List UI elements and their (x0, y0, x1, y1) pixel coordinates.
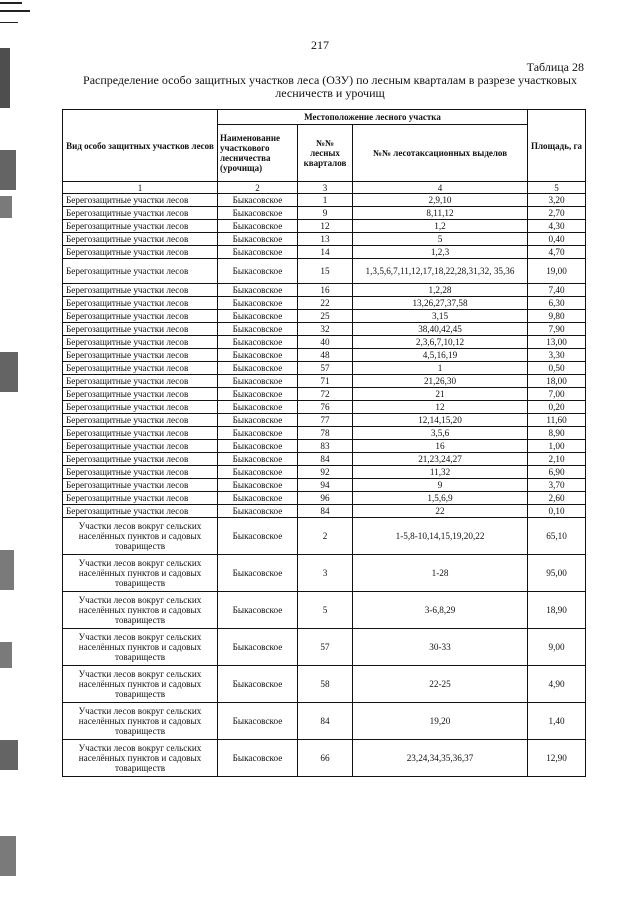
plots-cell: 12 (353, 401, 528, 414)
forestry-cell: Быкасовское (218, 388, 298, 401)
area-cell: 0,50 (528, 362, 586, 375)
table-row (63, 427, 586, 440)
table-row (63, 323, 586, 336)
table-row (63, 246, 586, 259)
column-number: 2 (218, 182, 298, 194)
quarter-cell: 25 (298, 310, 353, 323)
plots-cell: 11,32 (353, 466, 528, 479)
area-cell: 2,60 (528, 492, 586, 505)
forestry-cell: Быкасовское (218, 414, 298, 427)
plots-cell: 1,2 (353, 220, 528, 233)
forestry-cell: Быкасовское (218, 592, 298, 629)
area-cell: 7,90 (528, 323, 586, 336)
quarter-cell: 40 (298, 336, 353, 349)
column-number: 3 (298, 182, 353, 194)
forestry-cell: Быкасовское (218, 518, 298, 555)
plots-cell: 1-28 (353, 555, 528, 592)
kind-cell: Берегозащитные участки лесов (63, 466, 218, 479)
quarter-cell: 13 (298, 233, 353, 246)
quarter-cell: 32 (298, 323, 353, 336)
table-row (63, 466, 586, 479)
table-row (63, 453, 586, 466)
header-area: Площадь, га (528, 110, 586, 182)
plots-cell: 2,9,10 (353, 194, 528, 207)
ozu-distribution-table (62, 109, 586, 777)
quarter-cell: 15 (298, 259, 353, 284)
plots-cell: 13,26,27,37,58 (353, 297, 528, 310)
plots-cell: 1 (353, 362, 528, 375)
quarter-cell: 57 (298, 629, 353, 666)
kind-cell: Берегозащитные участки лесов (63, 336, 218, 349)
quarter-cell: 14 (298, 246, 353, 259)
area-cell: 4,90 (528, 666, 586, 703)
kind-cell: Участки лесов вокруг сельских населённых пунктов и садовых товариществ (63, 740, 218, 777)
column-number: 1 (63, 182, 218, 194)
scan-mark (0, 2, 22, 4)
kind-cell: Берегозащитные участки лесов (63, 375, 218, 388)
kind-cell: Берегозащитные участки лесов (63, 401, 218, 414)
quarter-cell: 2 (298, 518, 353, 555)
forestry-cell: Быкасовское (218, 310, 298, 323)
scan-mark (0, 550, 14, 590)
kind-cell: Участки лесов вокруг сельских населённых пунктов и садовых товариществ (63, 666, 218, 703)
forestry-cell: Быкасовское (218, 323, 298, 336)
plots-cell: 30-33 (353, 629, 528, 666)
table-row (63, 336, 586, 349)
table-row (63, 401, 586, 414)
table-row (63, 310, 586, 323)
kind-cell: Берегозащитные участки лесов (63, 284, 218, 297)
table-row (63, 440, 586, 453)
forestry-cell: Быкасовское (218, 466, 298, 479)
kind-cell: Участки лесов вокруг сельских населённых пунктов и садовых товариществ (63, 555, 218, 592)
quarter-cell: 84 (298, 453, 353, 466)
quarter-cell: 72 (298, 388, 353, 401)
plots-cell: 22 (353, 505, 528, 518)
table-row (63, 666, 586, 703)
plots-cell: 2,3,6,7,10,12 (353, 336, 528, 349)
plots-cell: 3,5,6 (353, 427, 528, 440)
forestry-cell: Быкасовское (218, 246, 298, 259)
forestry-cell: Быкасовское (218, 440, 298, 453)
plots-cell: 16 (353, 440, 528, 453)
column-number: 4 (353, 182, 528, 194)
table-row (63, 375, 586, 388)
plots-cell: 8,11,12 (353, 207, 528, 220)
table-title: Распределение особо защитных участков леса (ОЗУ) по лесным кварталам в разрезе участковых лесничеств и урочищ (83, 73, 577, 100)
forestry-cell: Быкасовское (218, 401, 298, 414)
header-quarters: №№ лесных кварталов (298, 125, 353, 182)
area-cell: 13,00 (528, 336, 586, 349)
area-cell: 6,90 (528, 466, 586, 479)
area-cell: 0,20 (528, 401, 586, 414)
forestry-cell: Быкасовское (218, 207, 298, 220)
forestry-cell: Быкасовское (218, 297, 298, 310)
kind-cell: Участки лесов вокруг сельских населённых пунктов и садовых товариществ (63, 629, 218, 666)
table-row (63, 505, 586, 518)
scan-mark (0, 196, 12, 218)
kind-cell: Берегозащитные участки лесов (63, 479, 218, 492)
area-cell: 1,40 (528, 703, 586, 740)
area-cell: 65,10 (528, 518, 586, 555)
area-cell: 9,00 (528, 629, 586, 666)
plots-cell: 1-5,8-10,14,15,19,20,22 (353, 518, 528, 555)
kind-cell: Берегозащитные участки лесов (63, 453, 218, 466)
area-cell: 4,30 (528, 220, 586, 233)
plots-cell: 4,5,16,19 (353, 349, 528, 362)
area-cell: 95,00 (528, 555, 586, 592)
quarter-cell: 71 (298, 375, 353, 388)
plots-cell: 1,2,28 (353, 284, 528, 297)
area-cell: 4,70 (528, 246, 586, 259)
scan-mark (0, 48, 10, 108)
forestry-cell: Быкасовское (218, 259, 298, 284)
table-row (63, 194, 586, 207)
plots-cell: 3,15 (353, 310, 528, 323)
table-row (63, 349, 586, 362)
table-row (63, 518, 586, 555)
table-row (63, 362, 586, 375)
plots-cell: 21,26,30 (353, 375, 528, 388)
area-cell: 0,10 (528, 505, 586, 518)
forestry-cell: Быкасовское (218, 284, 298, 297)
area-cell: 8,90 (528, 427, 586, 440)
forestry-cell: Быкасовское (218, 375, 298, 388)
area-cell: 12,90 (528, 740, 586, 777)
forestry-cell: Быкасовское (218, 453, 298, 466)
kind-cell: Берегозащитные участки лесов (63, 349, 218, 362)
table-row (63, 414, 586, 427)
kind-cell: Берегозащитные участки лесов (63, 207, 218, 220)
plots-cell: 3-6,8,29 (353, 592, 528, 629)
kind-cell: Берегозащитные участки лесов (63, 246, 218, 259)
quarter-cell: 16 (298, 284, 353, 297)
table-label: Таблица 28 (526, 60, 584, 74)
kind-cell: Берегозащитные участки лесов (63, 440, 218, 453)
quarter-cell: 9 (298, 207, 353, 220)
table-row (63, 220, 586, 233)
kind-cell: Берегозащитные участки лесов (63, 220, 218, 233)
area-cell: 3,70 (528, 479, 586, 492)
forestry-cell: Быкасовское (218, 505, 298, 518)
quarter-cell: 58 (298, 666, 353, 703)
table-row (63, 592, 586, 629)
area-cell: 2,70 (528, 207, 586, 220)
area-cell: 7,00 (528, 388, 586, 401)
area-cell: 0,40 (528, 233, 586, 246)
plots-cell: 19,20 (353, 703, 528, 740)
header-plots: №№ лесотаксационных выделов (353, 125, 528, 182)
forestry-cell: Быкасовское (218, 336, 298, 349)
table-row (63, 388, 586, 401)
kind-cell: Берегозащитные участки лесов (63, 388, 218, 401)
kind-cell: Берегозащитные участки лесов (63, 310, 218, 323)
area-cell: 19,00 (528, 259, 586, 284)
plots-cell: 22-25 (353, 666, 528, 703)
quarter-cell: 66 (298, 740, 353, 777)
table-row (63, 297, 586, 310)
forestry-cell: Быкасовское (218, 233, 298, 246)
area-cell: 3,20 (528, 194, 586, 207)
scan-mark (0, 836, 16, 876)
forestry-cell: Быкасовское (218, 629, 298, 666)
scan-mark (0, 150, 16, 190)
plots-cell: 1,3,5,6,7,11,12,17,18,22,28,31,32, 35,36 (353, 259, 528, 284)
area-cell: 2,10 (528, 453, 586, 466)
forestry-cell: Быкасовское (218, 740, 298, 777)
plots-cell: 1,2,3 (353, 246, 528, 259)
quarter-cell: 96 (298, 492, 353, 505)
table-row (63, 555, 586, 592)
table-row (63, 492, 586, 505)
column-number: 5 (528, 182, 586, 194)
forestry-cell: Быкасовское (218, 194, 298, 207)
kind-cell: Берегозащитные участки лесов (63, 323, 218, 336)
quarter-cell: 57 (298, 362, 353, 375)
quarter-cell: 78 (298, 427, 353, 440)
area-cell: 6,30 (528, 297, 586, 310)
kind-cell: Берегозащитные участки лесов (63, 233, 218, 246)
forestry-cell: Быкасовское (218, 479, 298, 492)
area-cell: 18,00 (528, 375, 586, 388)
quarter-cell: 92 (298, 466, 353, 479)
kind-cell: Берегозащитные участки лесов (63, 297, 218, 310)
scan-mark (0, 10, 30, 12)
kind-cell: Берегозащитные участки лесов (63, 505, 218, 518)
forestry-cell: Быкасовское (218, 362, 298, 375)
quarter-cell: 5 (298, 592, 353, 629)
quarter-cell: 12 (298, 220, 353, 233)
plots-cell: 1,5,6,9 (353, 492, 528, 505)
quarter-cell: 3 (298, 555, 353, 592)
table-row (63, 703, 586, 740)
quarter-cell: 83 (298, 440, 353, 453)
quarter-cell: 1 (298, 194, 353, 207)
header-location: Местоположение лесного участка (218, 110, 528, 125)
area-cell: 7,40 (528, 284, 586, 297)
quarter-cell: 94 (298, 479, 353, 492)
header-forestry: Наименование участкового лесничества (урочища) (218, 125, 298, 182)
plots-cell: 21,23,24,27 (353, 453, 528, 466)
table-row (63, 207, 586, 220)
kind-cell: Берегозащитные участки лесов (63, 414, 218, 427)
scan-mark (0, 740, 18, 770)
kind-cell: Берегозащитные участки лесов (63, 259, 218, 284)
quarter-cell: 84 (298, 505, 353, 518)
quarter-cell: 48 (298, 349, 353, 362)
quarter-cell: 77 (298, 414, 353, 427)
plots-cell: 9 (353, 479, 528, 492)
table-row (63, 233, 586, 246)
kind-cell: Участки лесов вокруг сельских населённых пунктов и садовых товариществ (63, 703, 218, 740)
table-row (63, 284, 586, 297)
kind-cell: Берегозащитные участки лесов (63, 194, 218, 207)
kind-cell: Участки лесов вокруг сельских населённых пунктов и садовых товариществ (63, 518, 218, 555)
scan-mark (0, 352, 18, 392)
forestry-cell: Быкасовское (218, 349, 298, 362)
forestry-cell: Быкасовское (218, 220, 298, 233)
plots-cell: 21 (353, 388, 528, 401)
quarter-cell: 76 (298, 401, 353, 414)
page-number: 217 (311, 38, 329, 52)
forestry-cell: Быкасовское (218, 666, 298, 703)
plots-cell: 38,40,42,45 (353, 323, 528, 336)
kind-cell: Участки лесов вокруг сельских населённых пунктов и садовых товариществ (63, 592, 218, 629)
table-body (63, 194, 586, 777)
table-row (63, 740, 586, 777)
forestry-cell: Быкасовское (218, 555, 298, 592)
quarter-cell: 22 (298, 297, 353, 310)
quarter-cell: 84 (298, 703, 353, 740)
table-row (63, 259, 586, 284)
forestry-cell: Быкасовское (218, 492, 298, 505)
forestry-cell: Быкасовское (218, 427, 298, 440)
plots-cell: 5 (353, 233, 528, 246)
area-cell: 18,90 (528, 592, 586, 629)
area-cell: 9,80 (528, 310, 586, 323)
kind-cell: Берегозащитные участки лесов (63, 492, 218, 505)
kind-cell: Берегозащитные участки лесов (63, 427, 218, 440)
plots-cell: 23,24,34,35,36,37 (353, 740, 528, 777)
forestry-cell: Быкасовское (218, 703, 298, 740)
plots-cell: 12,14,15,20 (353, 414, 528, 427)
area-cell: 3,30 (528, 349, 586, 362)
header-kind: Вид особо защитных участков лесов (63, 110, 218, 182)
kind-cell: Берегозащитные участки лесов (63, 362, 218, 375)
area-cell: 11,60 (528, 414, 586, 427)
scan-mark (0, 642, 12, 668)
table-row (63, 629, 586, 666)
scan-mark (0, 22, 18, 23)
area-cell: 1,00 (528, 440, 586, 453)
table-row (63, 479, 586, 492)
